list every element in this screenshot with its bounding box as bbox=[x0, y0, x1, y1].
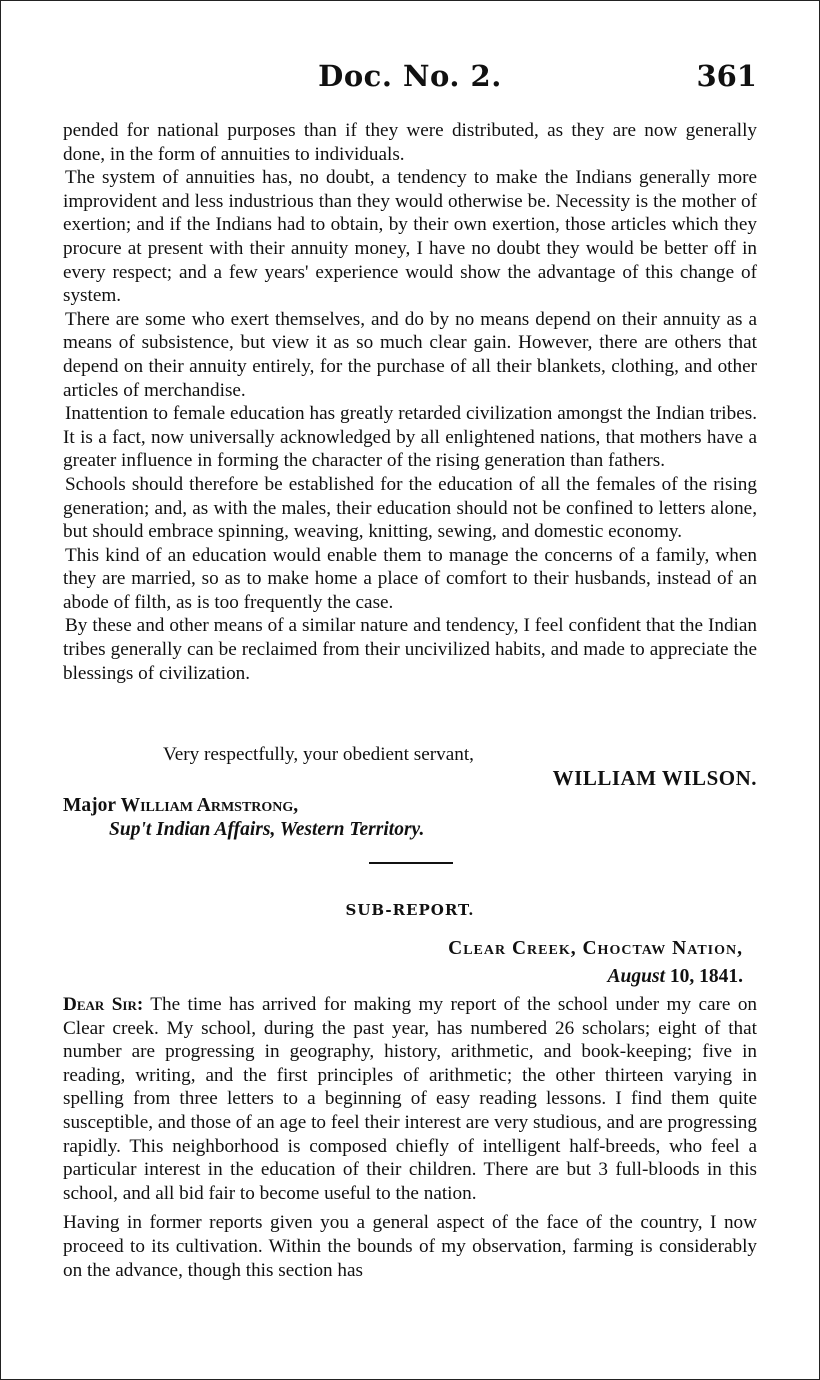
sub-report-salutation: Dear Sir: bbox=[63, 994, 144, 1015]
sub-report-place: Clear Creek, Choctaw Nation, bbox=[448, 938, 743, 959]
letter-paragraph: Schools should therefore be established for the education of all the females of the rising generation; and, as with the males, their education should not be confined to letters alone, but should embrace spinning, weaving, knitting, sewing, and domestic economy. bbox=[63, 473, 757, 543]
addressee-person: William Armstrong, bbox=[120, 795, 299, 817]
letter-paragraph: The system of annuities has, no doubt, a tendency to make the Indians generally more improvident and less industrious than they would otherwise be. Necessity is the mother of exertion; and if the Indians had to obtain, by their own exertion, those articles which they procure at present with their annuity money, I have no doubt they would be better off in every respect; and a few years' experience would show the advantage of this change of system. bbox=[63, 167, 757, 307]
letter-signer: WILLIAM WILSON. bbox=[552, 765, 757, 790]
page-header bbox=[63, 59, 757, 103]
sub-report-dateline bbox=[63, 935, 757, 991]
sub-report-paragraph bbox=[63, 993, 757, 1205]
letter-paragraph: There are some who exert themselves, and do by no means depend on their annuity as a means of subsistence, but view it as so much clear gain. However, there are others that depend on their annuity entirely, for the purchase of all their blankets, clothing, and other articles of merchandise. bbox=[63, 308, 757, 401]
sub-report-date-month: August bbox=[607, 966, 665, 987]
section-divider bbox=[369, 862, 453, 864]
sub-report-date bbox=[63, 963, 757, 991]
sub-report-body bbox=[63, 993, 757, 1282]
sub-report-paragraph-text: The time has arrived for making my report of the school under my care on Clear creek. My school, during the past year, has numbered 26 scholars; eight of that number are progressing in geography, history, arithmetic, and book-keeping; five in reading, writing, and the first principles of arithmetic; the other thirteen varying in spelling from three letters to a beginning of easy reading lessons. I find them quite susceptible, and those of an age to feel their interest are very studious, and are progressing rapidly. This neighborhood is composed chiefly of intelligent half-breeds, who feel a particular interest in the education of their children. There are but 3 full-bloods in this school, and all bid fair to become useful to the nation. bbox=[63, 994, 758, 1204]
page-number: 361 bbox=[696, 59, 757, 93]
letter-paragraph: By these and other means of a similar nature and tendency, I feel confident that the Indian tribes generally can be reclaimed from their uncivilized habits, and made to appreciate the blessings of civilization. bbox=[63, 615, 757, 684]
letter-signature-block bbox=[63, 743, 757, 841]
sub-report-paragraph: Having in former reports given you a general aspect of the face of the country, I now proceed to its cultivation. Within the bounds of my observation, farming is considerably on the advance, though this section has bbox=[63, 1212, 757, 1281]
sub-report-date-rest: 10, 1841. bbox=[665, 966, 743, 987]
letter-paragraph: This kind of an education would enable them to manage the concerns of a family, when they are married, so as to make home a place of comfort to their husbands, instead of an abode of filth, as is too frequently the case. bbox=[63, 544, 757, 613]
addressee-title: Sup't Indian Affairs, Western Territory. bbox=[109, 818, 425, 840]
addressee-prefix: Major bbox=[63, 795, 121, 817]
letter-closing: Very respectfully, your obedient servant, bbox=[163, 744, 474, 765]
addressee-name bbox=[63, 794, 757, 818]
letter-paragraph: pended for national purposes than if they were distributed, as they are now generally done, in the form of annuities to individuals. bbox=[63, 120, 757, 165]
letter-paragraph: Inattention to female education has greatly retarded civilization amongst the Indian tribes. It is a fact, now universally acknowledged by all enlightened nations, that mothers have a greater influence in forming the character of the rising generation than fathers. bbox=[63, 403, 757, 472]
letter-body bbox=[63, 119, 757, 685]
document-title: Doc. No. 2. bbox=[318, 59, 502, 93]
sub-report-heading: SUB-REPORT. bbox=[345, 901, 475, 919]
